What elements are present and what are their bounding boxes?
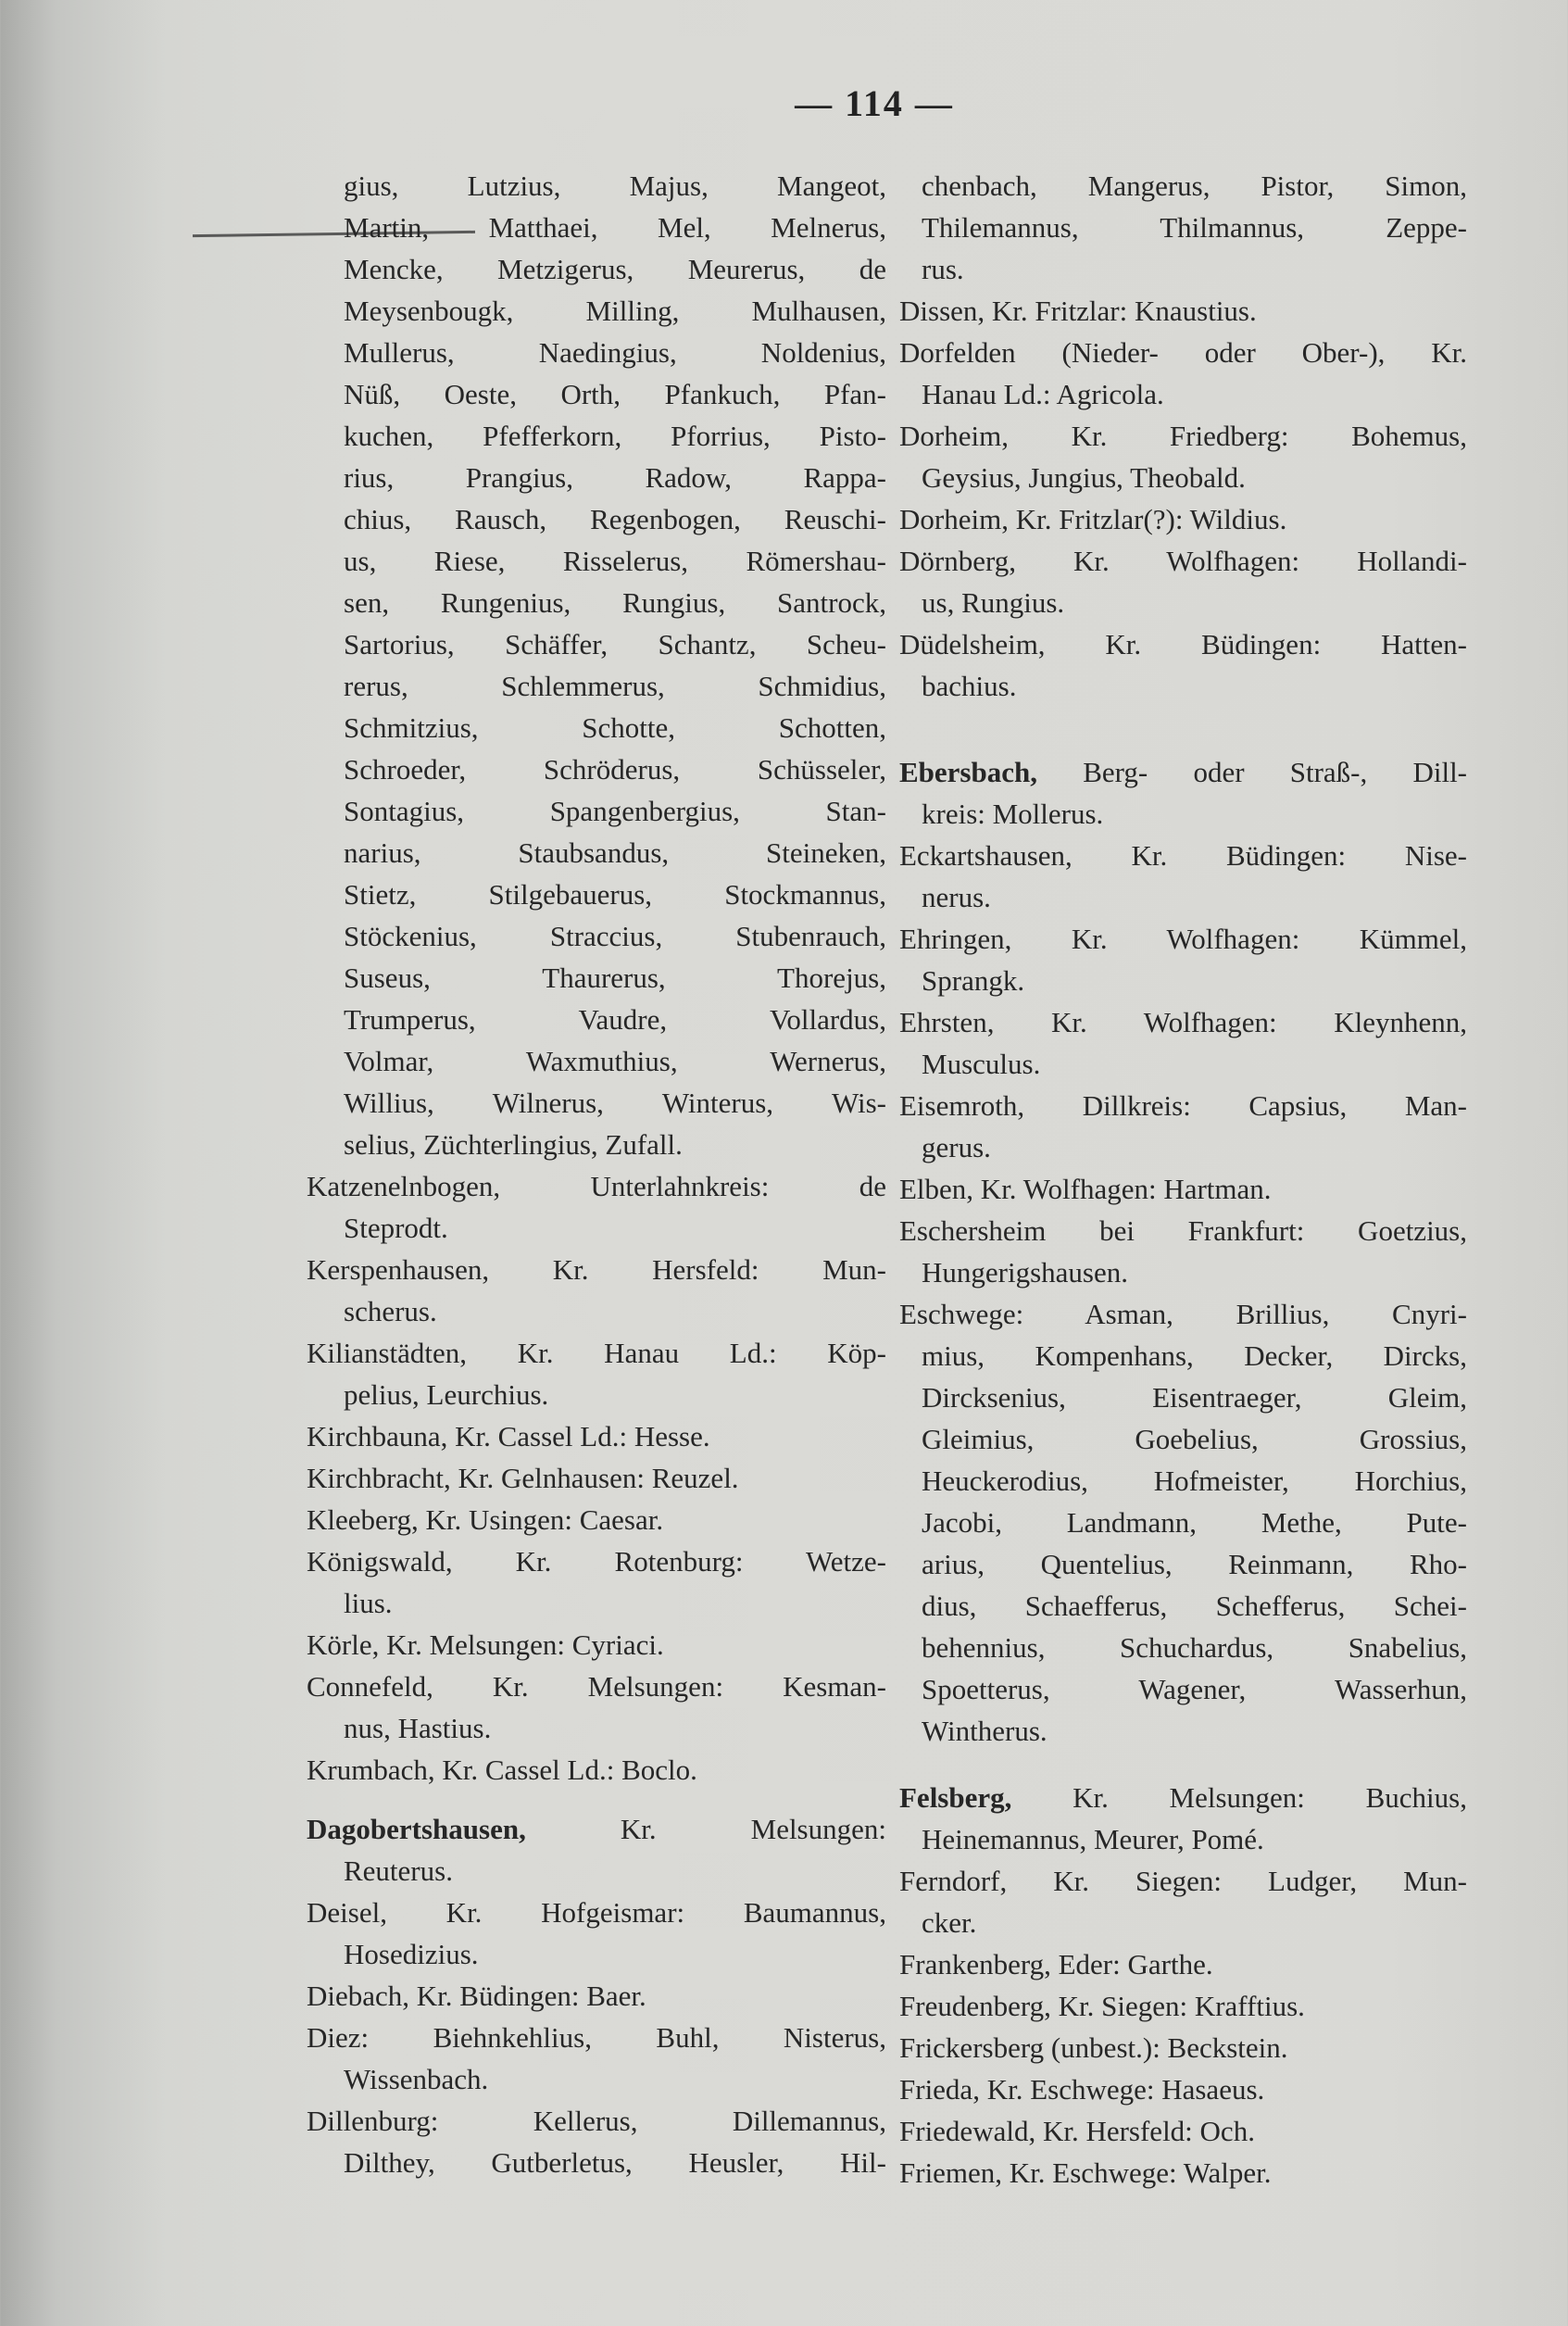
entry-line: Suseus, Thaurerus, Thorejus, (344, 962, 886, 994)
bold-place-heading: Ebersbach, (899, 756, 1037, 788)
entry-line: Kirchbauna, Kr. Cassel Ld.: Hesse. (307, 1420, 710, 1452)
place-entry (899, 2110, 1467, 2152)
entry-line: cker. (922, 1906, 977, 1939)
entry-line: Dorheim, Kr. Friedberg: Bohemus, (899, 420, 1467, 452)
place-entry (307, 1415, 886, 1457)
entry-line: Freudenberg, Kr. Siegen: Krafftius. (899, 1990, 1305, 2022)
bold-place-heading: Felsberg, (899, 1781, 1012, 1814)
entry-line: Jacobi, Landmann, Methe, Pute- (922, 1506, 1467, 1539)
place-entry (899, 1943, 1467, 1985)
place-entry (899, 1168, 1467, 1210)
entry-line: us, Riese, Risselerus, Römershau- (344, 545, 886, 577)
entry-line: Dissen, Kr. Fritzlar: Knaustius. (899, 295, 1257, 327)
entry-line: Kleeberg, Kr. Usingen: Caesar. (307, 1503, 664, 1536)
entry-line: Sprangk. (922, 964, 1025, 997)
entry-line: rus. (922, 253, 964, 285)
entry-line: Geysius, Jungius, Theobald. (922, 461, 1246, 494)
left-column (307, 165, 886, 2183)
right-column (899, 165, 1467, 2194)
entry-line: Elben, Kr. Wolfhagen: Hartman. (899, 1173, 1272, 1205)
entry-line: Sartorius, Schäffer, Schantz, Scheu- (344, 628, 886, 660)
place-entry (899, 498, 1467, 540)
entry-line: Martin, Matthaei, Mel, Melnerus, (344, 211, 886, 244)
entry-line: Frieda, Kr. Eschwege: Hasaeus. (899, 2073, 1265, 2106)
entry-line: Diebach, Kr. Büdingen: Baer. (307, 1980, 646, 2012)
place-entry (899, 835, 1467, 918)
section-start-entry (899, 751, 1467, 835)
entry-line: Hanau Ld.: Agricola. (922, 378, 1164, 410)
entry-line: Frankenberg, Eder: Garthe. (899, 1948, 1213, 1980)
place-entry (307, 1624, 886, 1666)
place-entry (307, 2017, 886, 2100)
entry-line: Kerspenhausen, Kr. Hersfeld: Mun- (307, 1253, 886, 1286)
entry-line: rius, Prangius, Radow, Rappa- (344, 461, 886, 494)
entry-line: Dillenburg: Kellerus, Dillemannus, (307, 2105, 886, 2137)
place-entry (307, 1499, 886, 1540)
entry-line (899, 751, 1467, 793)
entry-line: Eschersheim bei Frankfurt: Goetzius, (899, 1214, 1467, 1247)
page-number: — 114 — (795, 82, 954, 124)
entry-line: Wissenbach. (344, 2063, 489, 2095)
entry-line: Steprodt. (344, 1212, 448, 1244)
entry-line: gerus. (922, 1131, 991, 1163)
place-entry (899, 1293, 1467, 1752)
place-entry (899, 1860, 1467, 1943)
entry-line: Heuckerodius, Hofmeister, Horchius, (922, 1465, 1467, 1497)
entry-line-text: Berg- oder Straß-, Dill- (1083, 756, 1468, 788)
entry-line: Ehrsten, Kr. Wolfhagen: Kleynhenn, (899, 1006, 1467, 1038)
place-entry (307, 1666, 886, 1749)
entry-line: pelius, Leurchius. (344, 1378, 549, 1411)
entry-line: Schmitzius, Schotte, Schotten, (344, 711, 886, 744)
place-entry (307, 1892, 886, 1975)
entry-line: nerus. (922, 881, 991, 913)
entry-line: kuchen, Pfefferkorn, Pforrius, Pisto- (344, 420, 886, 452)
place-entry (899, 918, 1467, 1001)
entry-line: Friedewald, Kr. Hersfeld: Och. (899, 2115, 1255, 2147)
place-entry (899, 1210, 1467, 1293)
entry-line: Eckartshausen, Kr. Büdingen: Nise- (899, 839, 1467, 872)
place-entry (899, 290, 1467, 332)
entry-line: Dorfelden (Nieder- oder Ober-), Kr. (899, 336, 1467, 369)
entry-line-text: Kr. Melsungen: (620, 1813, 886, 1845)
entry-line: Spoetterus, Wagener, Wasserhun, (922, 1673, 1467, 1705)
entry-line: Stöckenius, Straccius, Stubenrauch, (344, 920, 886, 952)
entry-line: Dircksenius, Eisentraeger, Gleim, (922, 1381, 1467, 1414)
entry-line: Hungerigshausen. (922, 1256, 1128, 1289)
entry-line: Musculus. (922, 1048, 1041, 1080)
entry-line: dius, Schaefferus, Schefferus, Schei- (922, 1590, 1467, 1622)
place-entry (307, 2100, 886, 2183)
entry-line (899, 1777, 1467, 1818)
place-entry (899, 1985, 1467, 2027)
entry-line: lius. (344, 1587, 393, 1619)
entry-line: Trumperus, Vaudre, Vollardus, (344, 1003, 886, 1036)
entry-line: Friemen, Kr. Eschwege: Walper. (899, 2156, 1272, 2189)
place-entry (899, 2068, 1467, 2110)
place-entry (307, 1249, 886, 1332)
place-entry (899, 1085, 1467, 1168)
entry-line: selius, Züchterlingius, Zufall. (344, 1128, 683, 1161)
entry-line: Wintherus. (922, 1715, 1047, 1747)
section-start-entry (307, 1808, 886, 1892)
entry-line: narius, Staubsandus, Steineken, (344, 836, 886, 869)
entry-line: bachius. (922, 670, 1017, 702)
entry-line: Eschwege: Asman, Brillius, Cnyri- (899, 1298, 1467, 1330)
entry-line: Nüß, Oeste, Orth, Pfankuch, Pfan- (344, 378, 886, 410)
entry-line: Willius, Wilnerus, Winterus, Wis- (344, 1087, 886, 1119)
place-entry (899, 165, 1467, 290)
entry-line: Eisemroth, Dillkreis: Capsius, Man- (899, 1089, 1467, 1122)
place-entry (307, 1165, 886, 1249)
bold-place-heading: Dagobertshausen, (307, 1813, 526, 1845)
entry-line: Dorheim, Kr. Fritzlar(?): Wildius. (899, 503, 1287, 535)
place-entry (899, 540, 1467, 623)
entry-line: Connefeld, Kr. Melsungen: Kesman- (307, 1670, 886, 1703)
place-entry (307, 1749, 886, 1791)
place-entry (899, 415, 1467, 498)
entry-line: Deisel, Kr. Hofgeismar: Baumannus, (307, 1896, 886, 1929)
entry-line: kreis: Mollerus. (922, 798, 1104, 830)
place-entry (899, 2027, 1467, 2068)
place-entry (307, 165, 886, 1165)
entry-line: Heinemannus, Meurer, Pomé. (922, 1823, 1264, 1855)
place-entry (899, 1001, 1467, 1085)
entry-line: Reuterus. (344, 1855, 453, 1887)
entry-line: Königswald, Kr. Rotenburg: Wetze- (307, 1545, 886, 1578)
entry-line: behennius, Schuchardus, Snabelius, (922, 1631, 1467, 1664)
place-entry (307, 1540, 886, 1624)
entry-line: Mullerus, Naedingius, Noldenius, (344, 336, 886, 369)
entry-line: Ferndorf, Kr. Siegen: Ludger, Mun- (899, 1865, 1467, 1897)
entry-line: gius, Lutzius, Majus, Mangeot, (344, 170, 886, 202)
entry-line: sen, Rungenius, Rungius, Santrock, (344, 586, 886, 619)
entry-line: Dörnberg, Kr. Wolfhagen: Hollandi- (899, 545, 1467, 577)
entry-line: us, Rungius. (922, 586, 1065, 619)
entry-line: Hosedizius. (344, 1938, 479, 1970)
entry-line: chius, Rausch, Regenbogen, Reuschi- (344, 503, 886, 535)
entry-line: Thilemannus, Thilmannus, Zeppe- (922, 211, 1467, 244)
place-entry (899, 623, 1467, 707)
entry-line: Dilthey, Gutberletus, Heusler, Hil- (344, 2146, 886, 2179)
entry-line: Mencke, Metzigerus, Meurerus, de (344, 253, 886, 285)
entry-line: Körle, Kr. Melsungen: Cyriaci. (307, 1628, 664, 1661)
entry-line: Meysenbougk, Milling, Mulhausen, (344, 295, 886, 327)
entry-line: scherus. (344, 1295, 437, 1327)
entry-line: rerus, Schlemmerus, Schmidius, (344, 670, 886, 702)
entry-line: Schroeder, Schröderus, Schüsseler, (344, 753, 886, 786)
entry-line: Sontagius, Spangenbergius, Stan- (344, 795, 886, 827)
entry-line: Stietz, Stilgebauerus, Stockmannus, (344, 878, 886, 911)
entry-line-text: Kr. Melsungen: Buchius, (1073, 1781, 1467, 1814)
entry-line: Krumbach, Kr. Cassel Ld.: Boclo. (307, 1754, 697, 1786)
entry-line: nus, Hastius. (344, 1712, 492, 1744)
entry-line: Ehringen, Kr. Wolfhagen: Kümmel, (899, 923, 1467, 955)
place-entry (307, 1975, 886, 2017)
entry-line: Frickersberg (unbest.): Beckstein. (899, 2031, 1288, 2064)
place-entry (307, 1332, 886, 1415)
entry-line: Diez: Biehnkehlius, Buhl, Nisterus, (307, 2021, 886, 2054)
entry-line: Gleimius, Goebelius, Grossius, (922, 1423, 1467, 1455)
entry-line: mius, Kompenhans, Decker, Dircks, (922, 1339, 1467, 1372)
place-entry (899, 2152, 1467, 2194)
entry-line: chenbach, Mangerus, Pistor, Simon, (922, 170, 1467, 202)
entry-line: Volmar, Waxmuthius, Wernerus, (344, 1045, 886, 1077)
entry-line (307, 1808, 886, 1850)
entry-line: Katzenelnbogen, Unterlahnkreis: de (307, 1170, 886, 1202)
entry-line: arius, Quentelius, Reinmann, Rho- (922, 1548, 1467, 1580)
place-entry (899, 332, 1467, 415)
section-start-entry (899, 1777, 1467, 1860)
entry-line: Düdelsheim, Kr. Büdingen: Hatten- (899, 628, 1467, 660)
entry-line: Kilianstädten, Kr. Hanau Ld.: Köp- (307, 1337, 886, 1369)
entry-line: Kirchbracht, Kr. Gelnhausen: Reuzel. (307, 1462, 739, 1494)
place-entry (307, 1457, 886, 1499)
